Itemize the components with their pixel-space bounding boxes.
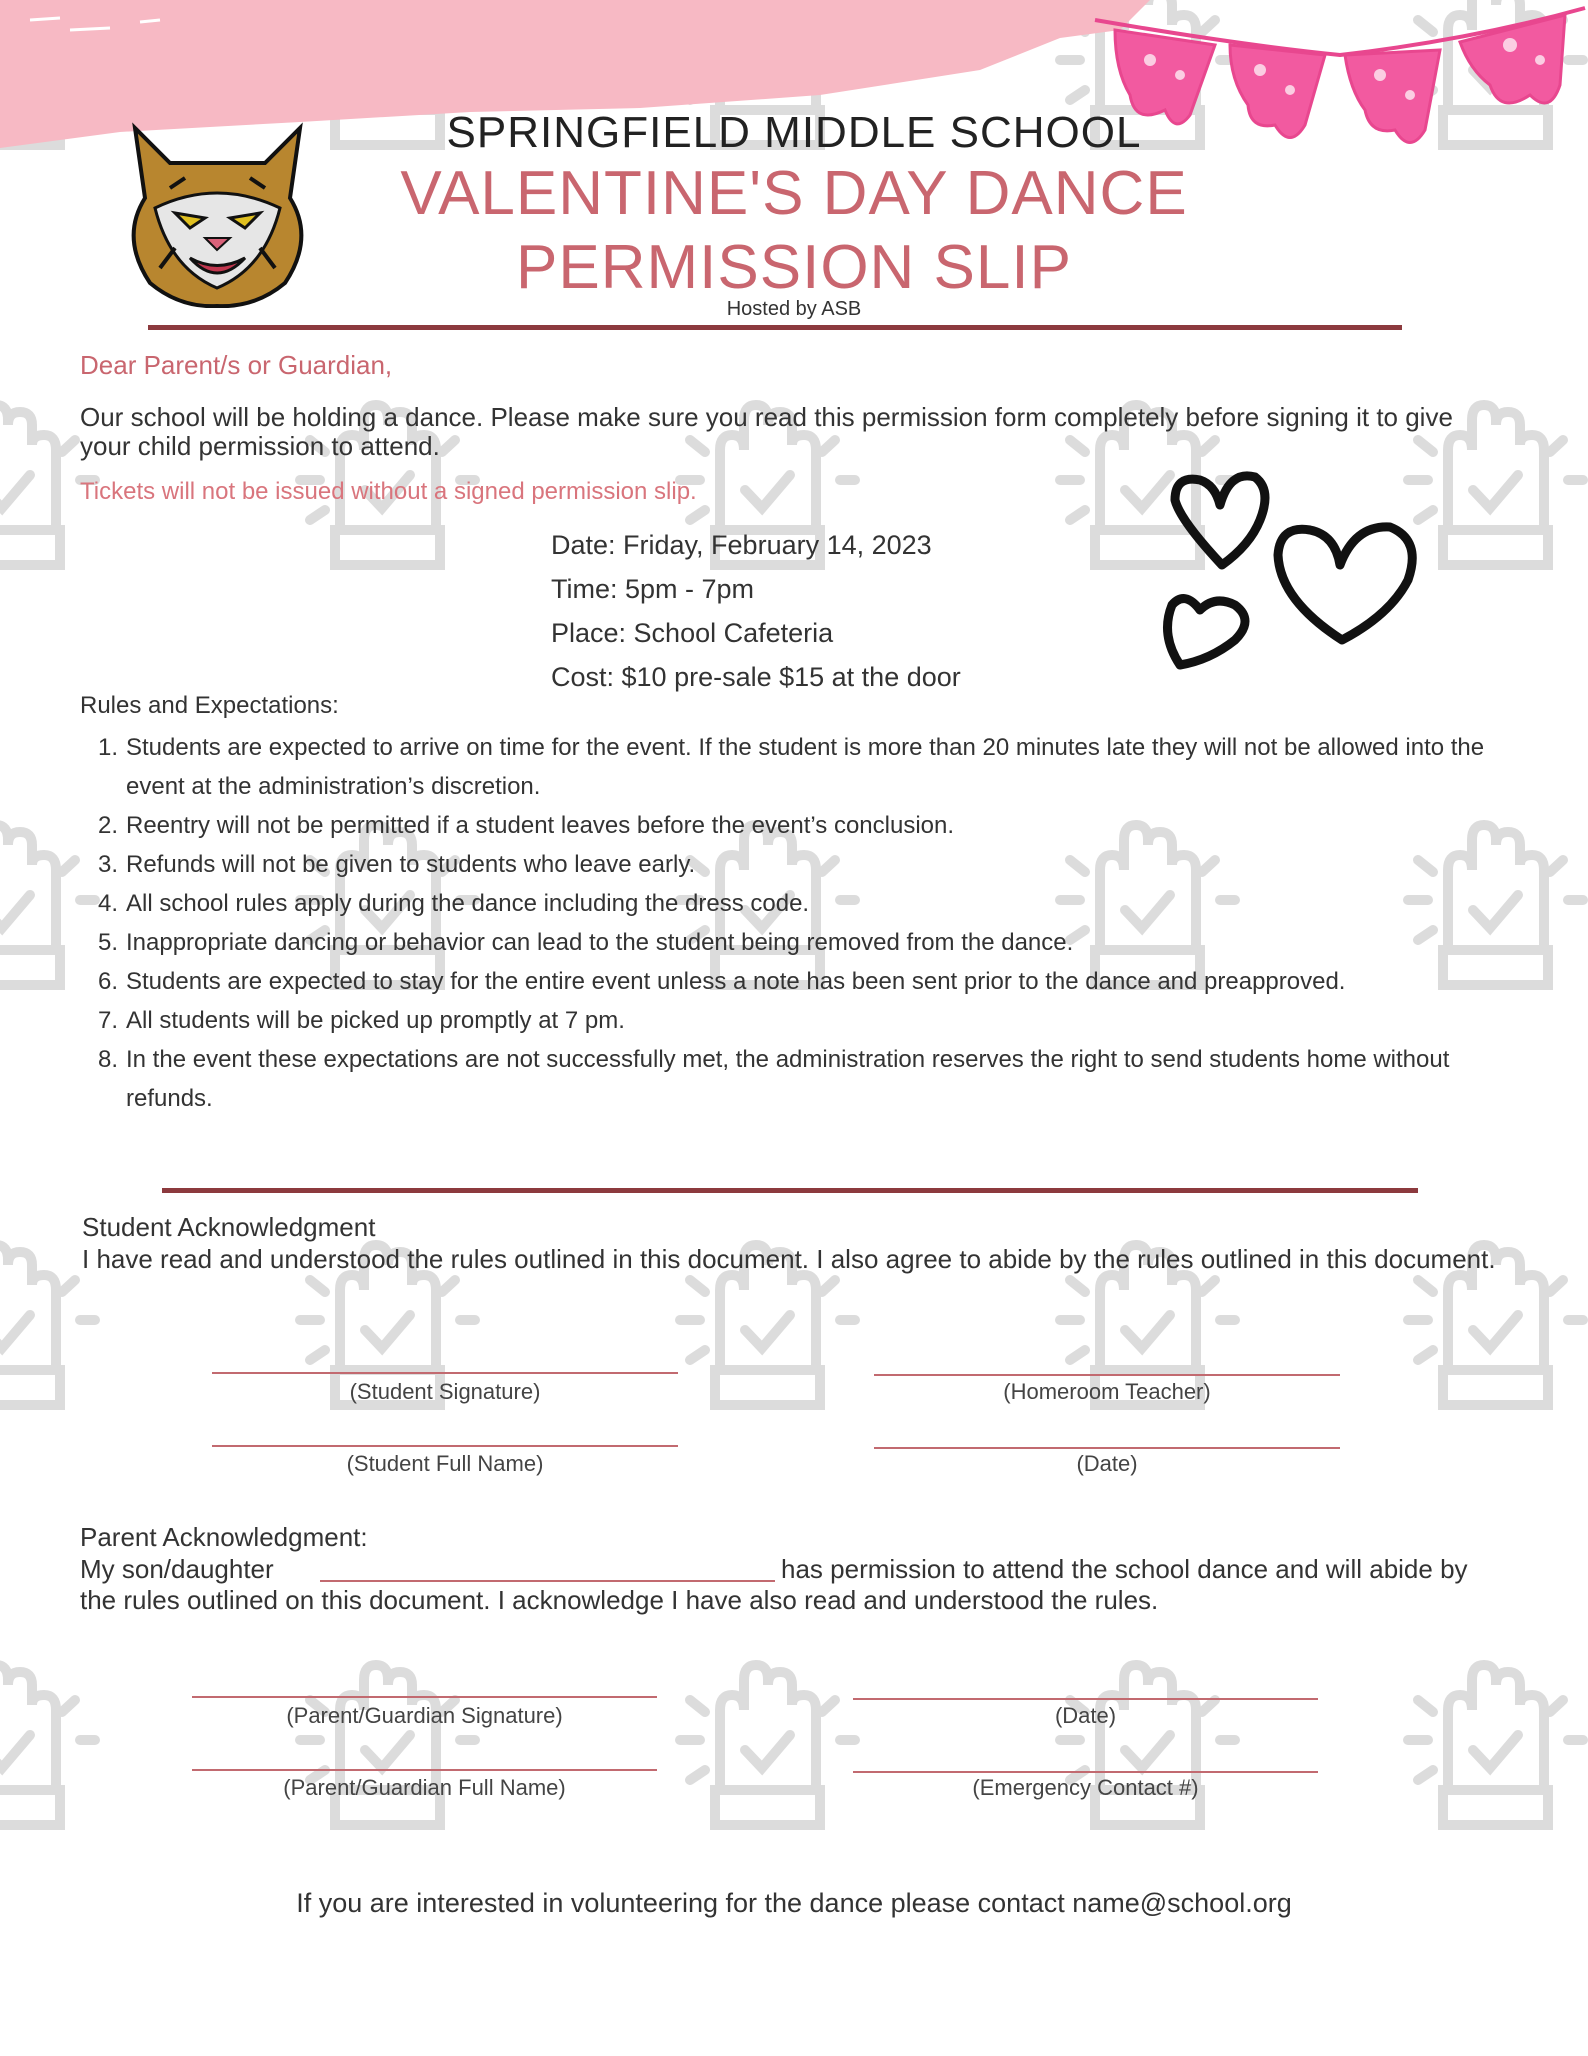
student-ack-text: I have read and understood the rules outlined in this document. I also agree to abide by the rules outlined in this document. bbox=[82, 1244, 1496, 1274]
rule-number: 6. bbox=[98, 968, 119, 995]
rule-item bbox=[98, 845, 1498, 884]
rule-item bbox=[98, 962, 1498, 1001]
hand-watermark-icon bbox=[1040, 1640, 1240, 1840]
document-title-line1: VALENTINE'S DAY DANCE bbox=[400, 159, 1188, 228]
rule-number: 5. bbox=[98, 929, 119, 956]
rule-item bbox=[98, 923, 1498, 962]
parent-date-label: (Date) bbox=[1054, 1703, 1117, 1728]
rule-text: All school rules apply during the dance including the dress code. bbox=[126, 890, 810, 917]
hand-watermark-icon bbox=[0, 1640, 100, 1840]
rule-text: Students are expected to stay for the entire event unless a note has been sent prior to the dance and preapproved. bbox=[126, 968, 1346, 995]
volunteer-note: If you are interested in volunteering for the dance please contact name@school.org bbox=[296, 1888, 1292, 1918]
student-signature-label: (Student Signature) bbox=[349, 1379, 541, 1404]
rule-text: Students are expected to arrive on time for the event. If the student is more than 20 minutes late they will not be allowed into the event at the administration’s discretion. bbox=[126, 734, 1485, 800]
rule-text: In the event these expectations are not successfully met, the administration reserves the right to send students home without refunds. bbox=[126, 1046, 1450, 1112]
school-name: SPRINGFIELD MIDDLE SCHOOL bbox=[446, 108, 1142, 157]
parent-ack-title: Parent Acknowledgment: bbox=[80, 1522, 368, 1552]
parent-date-line[interactable] bbox=[853, 1698, 1318, 1700]
parent-signature-label: (Parent/Guardian Signature) bbox=[286, 1703, 563, 1728]
student-full-name-label: (Student Full Name) bbox=[346, 1451, 544, 1476]
parent-ack-line2: the rules outlined on this document. I acknowledge I have also read and understood the rules. bbox=[80, 1585, 1159, 1615]
emergency-contact-label: (Emergency Contact #) bbox=[972, 1775, 1199, 1800]
parent-full-name-label: (Parent/Guardian Full Name) bbox=[283, 1775, 566, 1800]
hand-watermark-icon bbox=[660, 1640, 860, 1840]
parent-full-name-line[interactable] bbox=[192, 1769, 657, 1771]
student-full-name-line[interactable] bbox=[212, 1445, 678, 1447]
rule-text: Refunds will not be given to students who leave early. bbox=[126, 851, 696, 878]
document-title-line2: PERMISSION SLIP bbox=[516, 233, 1072, 302]
rules-list bbox=[98, 728, 1498, 1118]
child-name-line[interactable] bbox=[320, 1580, 775, 1582]
header-divider bbox=[148, 325, 1402, 330]
student-signature-line[interactable] bbox=[212, 1372, 678, 1374]
rule-number: 2. bbox=[98, 812, 119, 839]
rule-number: 8. bbox=[98, 1046, 119, 1073]
salutation: Dear Parent/s or Guardian, bbox=[80, 350, 393, 380]
homeroom-teacher-label: (Homeroom Teacher) bbox=[1003, 1379, 1211, 1404]
outline-hearts-icon bbox=[1160, 465, 1430, 690]
rule-item bbox=[98, 1001, 1498, 1040]
event-cost: Cost: $10 pre-sale $15 at the door bbox=[551, 662, 961, 692]
hand-watermark-icon bbox=[1388, 1640, 1588, 1840]
rule-text: Inappropriate dancing or behavior can lead to the student being removed from the dance. bbox=[126, 929, 1074, 956]
ticket-warning: Tickets will not be issued without a signed permission slip. bbox=[80, 478, 697, 505]
rule-item bbox=[98, 1040, 1498, 1118]
hand-watermark-icon bbox=[280, 1640, 480, 1840]
student-date-label: (Date) bbox=[1076, 1451, 1138, 1476]
rule-text: All students will be picked up promptly at 7 pm. bbox=[126, 1007, 625, 1034]
rule-number: 3. bbox=[98, 851, 119, 878]
rule-item bbox=[98, 884, 1498, 923]
student-ack-title: Student Acknowledgment bbox=[82, 1212, 376, 1242]
rule-item bbox=[98, 728, 1498, 806]
rules-title: Rules and Expectations: bbox=[80, 692, 339, 719]
homeroom-teacher-line[interactable] bbox=[874, 1374, 1340, 1376]
parent-signature-line[interactable] bbox=[192, 1696, 657, 1698]
intro-paragraph: Our school will be holding a dance. Please make sure you read this permission form completely before signing it to give your child permission to attend. bbox=[80, 402, 1453, 461]
emergency-contact-line[interactable] bbox=[853, 1771, 1318, 1773]
rule-number: 4. bbox=[98, 890, 119, 917]
rule-number: 7. bbox=[98, 1007, 119, 1034]
parent-ack-line1-end: has permission to attend the school dance and will abide by bbox=[781, 1554, 1468, 1584]
event-place: Place: School Cafeteria bbox=[551, 618, 834, 648]
event-date: Date: Friday, February 14, 2023 bbox=[551, 530, 932, 560]
parent-ack-line1-start: My son/daughter bbox=[80, 1554, 274, 1584]
rule-text: Reentry will not be permitted if a student leaves before the event’s conclusion. bbox=[126, 812, 955, 839]
event-time: Time: 5pm - 7pm bbox=[551, 574, 755, 604]
rule-number: 1. bbox=[98, 734, 119, 761]
rule-item bbox=[98, 806, 1498, 845]
rules-divider bbox=[162, 1188, 1418, 1193]
hand-watermark-icon bbox=[0, 800, 100, 1000]
hosted-by: Hosted by ASB bbox=[726, 298, 862, 320]
student-date-line[interactable] bbox=[874, 1447, 1340, 1449]
